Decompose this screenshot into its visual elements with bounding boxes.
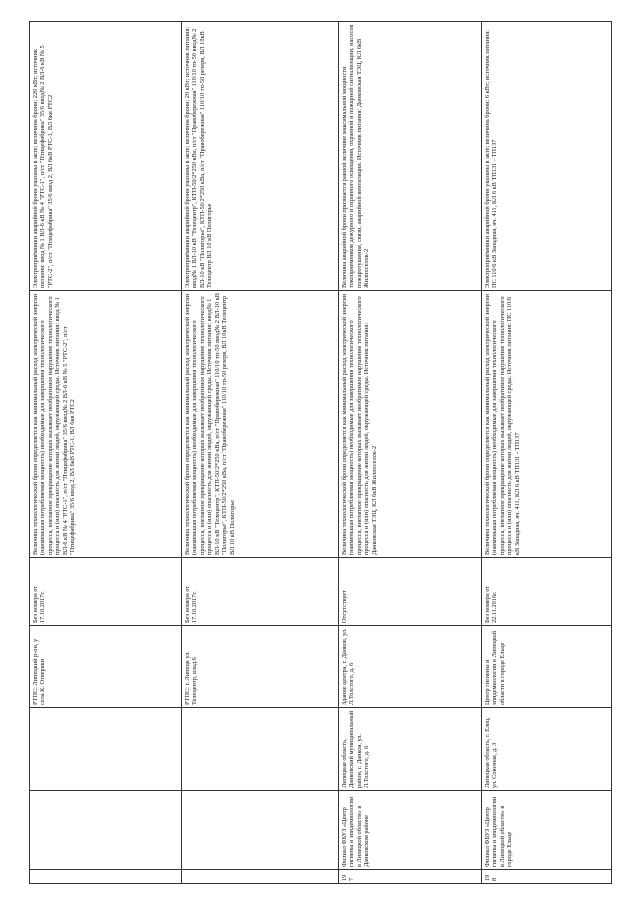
object-cell: РТПС: г. Липецк ул. Телецентр, влад.6 <box>182 625 339 707</box>
organization-cell: Филиал ФБУЗ «Центр гигиены и эпидемиологии в Липецкой области» в городе Ельце <box>482 790 612 869</box>
row-number <box>182 869 339 883</box>
organization-cell <box>30 790 182 869</box>
act-cell: Без номера от 17.10.2017г. <box>30 557 182 625</box>
emergency-armor-cell: Электроприёмники аварийной брони указаны в акте; величина брони: 20 кВт; источник питания: ввод№ 1 ВЛ-10 кВ "Телецентр", КТП-50/2*250 кВа, п/ст "Правобережная" 110/10 тп-50 ввод№ 2 ВЛ-10 кВ "Полигорье", КТП-50/2*250 кВа, п/ст "Правобережная" 110/10 тп-50 резерв, ВЛ 10кВ Телецентр ВЛ 10 кВ Полигорье <box>182 21 339 290</box>
table-row <box>30 21 182 883</box>
table-row <box>339 21 482 883</box>
object-cell: РТПС: Липецкий р-он, у села К. Отверяки <box>30 625 182 707</box>
row-number: 197 <box>339 869 482 883</box>
act-cell: Отсутствует <box>339 557 482 625</box>
technological-armor-cell: Величина технологической брони определяется как минимальный расход электрической энергии (наименьшая потребляемая мощность) необходимые для завершения технологического процесса, внезапное прекращение которых вызывает необратимое нарушение технологического процесса и (или) опасность для жизни людей, окружающей среды. Источник питания: ввод№ 1 ВЛ-10 кВ "Телецентр", КТП-50/2*250 кВа, п/ст "Правобережная" 110/10 тп-50 ввод№ 2 ВЛ-10 кВ "Полигорье", КТП-50/2*250 кВа, п/ст "Правобережная" 110/10 тп-50 резерв, ВЛ 10кВ Телецентр ВЛ 10 кВ Полигорье <box>182 290 339 557</box>
address-cell <box>182 707 339 790</box>
table-row <box>482 21 612 883</box>
technological-armor-cell: Величина технологической брони определяется как минимальный расход электрической энергии (наименьшая потребляемая мощность) необходимые для завершения технологического процесса, внезапное прекращение которых вызывает необратимое нарушение технологического процесса и (или) опасность для жизни людей, окружающей среды. Источник питания: ПС 110/6 кВ Западная, яч. 411, КЛ 6 кВ ТП131 - ТП137 <box>482 290 612 557</box>
emergency-armor-cell: Электроприёмники аварийной брони указаны в акте; величина брони: 6 кВт; источник питания: ПС 110/6 кВ Западная, яч. 411, КЛ 6 кВ ТП131 - ТП137 <box>482 21 612 290</box>
object-cell: Здание центра, г. Данков, ул. Л.Толстого, д. 6 <box>339 625 482 707</box>
technological-armor-cell: Величина технологической брони определяется как минимальный расход электрической энергии (наименьшая потребляемая мощность) необходимые для завершения технологического процесса, внезапное прекращение которых вызывает необратимое нарушение технологического процесса и (или) опасность для жизни людей, окружающей среды. Источник питания: Данковская ТЭЦ, КЛ 6кВ Жилпоселок-2 <box>339 290 482 557</box>
address-cell: Липецкая область, Данковский муниципальный район, г. Данков, ул. Л.Толстого, д. 6 <box>339 707 482 790</box>
technological-armor-cell: Величина технологической брони определяется как минимальный расход электрической энергии (наименьшая потребляемая мощность) необходимые для завершения технологического процесса, внезапное прекращение которых вызывает необратимое нарушение технологического процесса и (или) опасность для жизни людей, окружающей среды. Источник питания: ввод № 1 ВЛ-6 кВ № 4 "РТС-1", п/ст "Птицефабрика" 35/6 ввод№ 2 ВЛ-6 кВ № 5 "РТС-2", п/ст "Птицефабрика" 35/6 ввод 2, ВЛ 6кВ РТС-1, ВЛ 6кв РТС2 <box>30 290 182 557</box>
emergency-armor-cell: Электроприёмники аварийной брони указаны в акте; величина брони: 220 кВт; источник питания: ввод № 1 ВЛ-6 кВ № 4 "РТС-1", п/ст "Птицефабрика" 35/6 ввод№ 2 ВЛ-6 кВ № 5 "РТС-2", п/ст "Птицефабрика" 35/6 ввод 2, ВЛ 6кВ РТС-1, ВЛ 6кв РТС2 <box>30 21 182 290</box>
rotated-document-page <box>29 22 611 884</box>
act-cell: Без номера от 17.10.2017г. <box>182 557 339 625</box>
emergency-armor-cell: Величина аварийной брони признается равной величине максимальной мощности токоприемников дежурного и охранного освещения, охранной и пожарной сигнализации, насосов пожаротушения, связи, аварийной вентиляции. Источник питания: Данковская ТЭЦ, КЛ 6кВ Жилпоселок-2 <box>339 21 482 290</box>
address-cell: Липецкая область, г. Елец, ул. Союзная, д. 3 <box>482 707 612 790</box>
organization-cell: Филиал ФБУЗ «Центр гигиены и эпидемиологии в Липецкой области» в Данковском районе <box>339 790 482 869</box>
table-row <box>182 21 339 883</box>
energy-armor-table <box>29 21 612 884</box>
row-number <box>30 869 182 883</box>
organization-cell <box>182 790 339 869</box>
address-cell <box>30 707 182 790</box>
act-cell: Без номера от 22.11.2016г. <box>482 557 612 625</box>
object-cell: Центр гигиены и эпидемиологии в Липецкой области в городе Ельце <box>482 625 612 707</box>
row-number: 198 <box>482 869 612 883</box>
